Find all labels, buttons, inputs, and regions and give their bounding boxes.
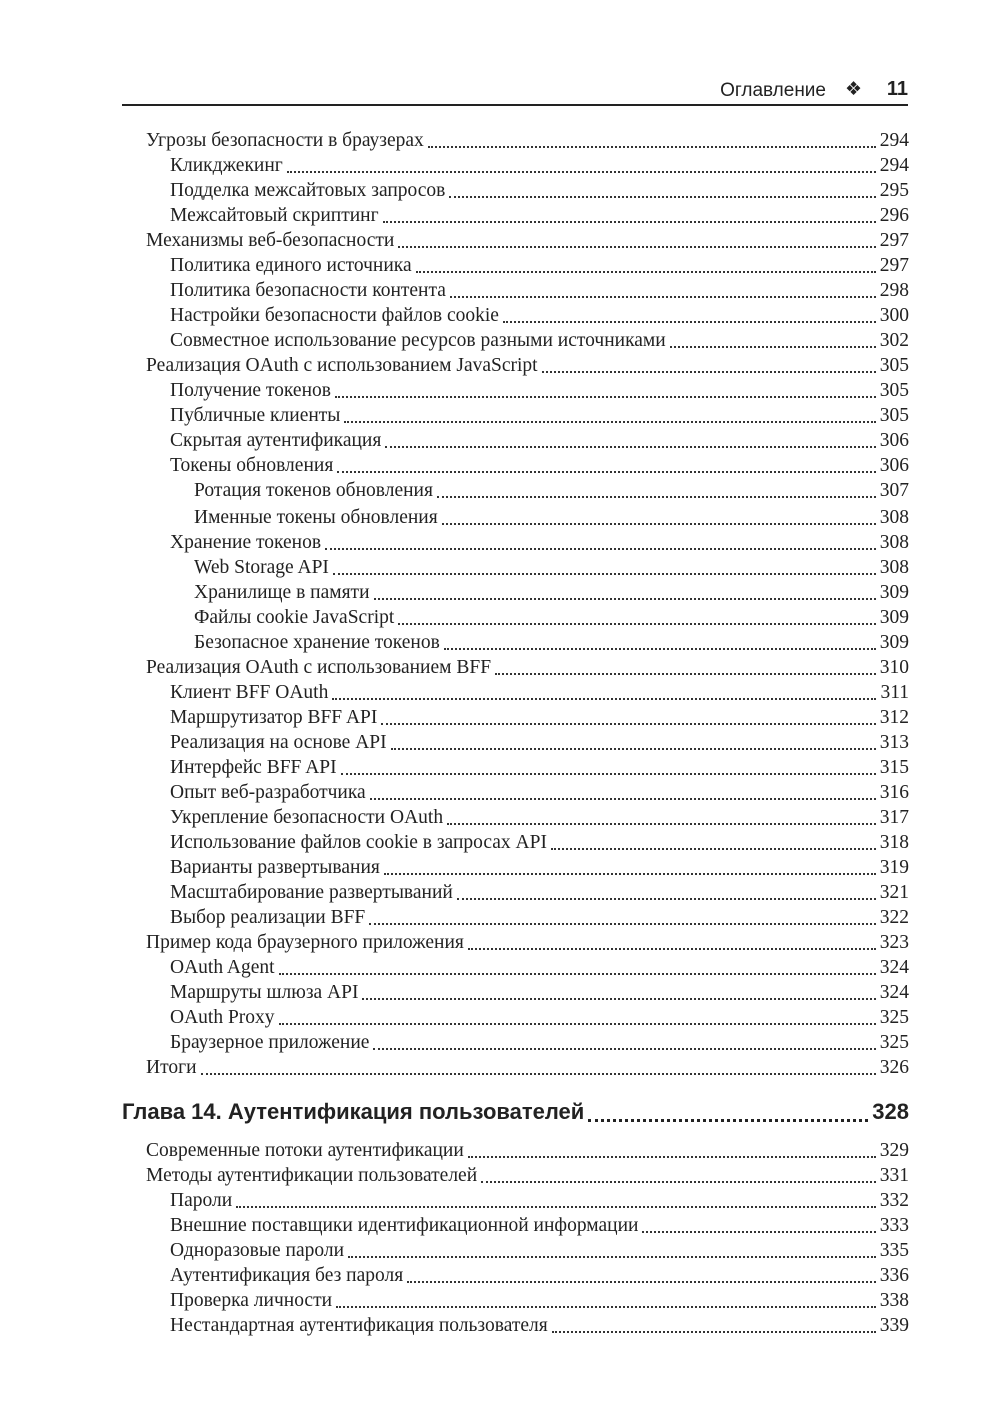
toc-entry-page: 312 bbox=[879, 707, 909, 728]
toc-entry bbox=[170, 428, 909, 453]
dot-leader bbox=[444, 648, 876, 650]
toc-entry bbox=[170, 1005, 909, 1030]
dot-leader bbox=[384, 873, 876, 875]
toc-entry-page: 311 bbox=[880, 682, 909, 703]
dot-leader bbox=[369, 923, 875, 925]
toc-entry bbox=[170, 905, 909, 930]
toc-entry bbox=[146, 128, 909, 153]
toc-entry bbox=[146, 1163, 909, 1188]
dot-leader bbox=[428, 146, 876, 148]
toc-entry bbox=[146, 930, 909, 955]
toc-entry bbox=[194, 555, 909, 580]
dot-leader bbox=[449, 196, 875, 198]
header-rule bbox=[122, 104, 908, 106]
toc-entry bbox=[194, 630, 909, 655]
toc-entry-page: 294 bbox=[879, 155, 909, 176]
toc-entry-page: 295 bbox=[879, 180, 909, 201]
toc-entry bbox=[194, 505, 909, 530]
toc-entry-title: Скрытая аутентификация bbox=[170, 430, 382, 451]
toc-entry-page: 307 bbox=[879, 480, 909, 501]
toc-entry-page: 339 bbox=[879, 1315, 909, 1336]
dot-leader bbox=[344, 421, 875, 423]
toc-entry-page: 325 bbox=[879, 1032, 909, 1053]
toc-entry-page: 300 bbox=[879, 305, 909, 326]
toc-entry-title: Подделка межсайтовых запросов bbox=[170, 180, 446, 201]
toc-entry bbox=[194, 605, 909, 630]
toc-entry-title: Глава 14. Аутентификация пользователей bbox=[122, 1097, 586, 1127]
toc-entry-page: 308 bbox=[879, 507, 909, 528]
toc-entry-title: Внешние поставщики идентификационной информации bbox=[170, 1215, 639, 1236]
toc-entry-title: Масштабирование развертываний bbox=[170, 882, 453, 903]
toc-entry-page: 324 bbox=[879, 982, 909, 1003]
toc-entry-title: Маршрутизатор BFF API bbox=[170, 707, 378, 728]
dot-leader bbox=[437, 496, 876, 498]
dot-leader bbox=[279, 973, 876, 975]
toc-entry bbox=[170, 378, 909, 403]
dot-leader bbox=[333, 573, 876, 575]
toc-entry-page: 294 bbox=[879, 130, 909, 151]
toc-entry-title: Нестандартная аутентификация пользователя bbox=[170, 1315, 548, 1336]
toc-entry-title: Укрепление безопасности OAuth bbox=[170, 807, 444, 828]
dot-leader bbox=[447, 823, 876, 825]
dot-leader bbox=[450, 296, 876, 298]
toc-entry-page: 319 bbox=[879, 857, 909, 878]
toc-entry-page: 296 bbox=[879, 205, 909, 226]
toc-entry-title: Опыт веб-разработчика bbox=[170, 782, 366, 803]
toc-entry-title: Клиент BFF OAuth bbox=[170, 682, 329, 703]
toc-entry-page: 336 bbox=[879, 1265, 909, 1286]
dot-leader bbox=[236, 1206, 876, 1208]
toc-entry bbox=[170, 830, 909, 855]
toc-entry-page: 338 bbox=[879, 1290, 909, 1311]
toc-entry-page: 297 bbox=[879, 255, 909, 276]
toc-entry-title: Настройки безопасности файлов cookie bbox=[170, 305, 499, 326]
toc-entry-title: Получение токенов bbox=[170, 380, 331, 401]
dot-leader bbox=[341, 773, 876, 775]
toc-entry-title: Именные токены обновления bbox=[194, 507, 438, 528]
dot-leader bbox=[398, 246, 875, 248]
toc-entry-title: Политика единого источника bbox=[170, 255, 412, 276]
toc-entry-title: Варианты развертывания bbox=[170, 857, 380, 878]
toc-entry bbox=[170, 303, 909, 328]
dot-leader bbox=[337, 471, 875, 473]
toc-entry-title: Хранилище в памяти bbox=[194, 582, 370, 603]
dot-leader bbox=[503, 321, 876, 323]
dot-leader bbox=[468, 1156, 876, 1158]
toc-entry-page: 305 bbox=[879, 380, 909, 401]
toc-entry-title: Выбор реализации BFF bbox=[170, 907, 366, 928]
toc-entry-page: 306 bbox=[879, 430, 909, 451]
toc-entry bbox=[170, 253, 909, 278]
toc-entry-page: 324 bbox=[879, 957, 909, 978]
toc-entry-page: 302 bbox=[879, 330, 909, 351]
toc-entry bbox=[170, 780, 909, 805]
dot-leader bbox=[279, 1023, 876, 1025]
toc-entry-page: 309 bbox=[879, 582, 909, 603]
dot-leader bbox=[325, 548, 876, 550]
dot-leader bbox=[287, 171, 876, 173]
dot-leader bbox=[407, 1281, 876, 1283]
dot-leader bbox=[201, 1073, 876, 1075]
dot-leader bbox=[381, 723, 875, 725]
toc-entry-title: Современные потоки аутентификации bbox=[146, 1140, 464, 1161]
dot-leader bbox=[457, 898, 876, 900]
toc-entry-title: OAuth Agent bbox=[170, 957, 275, 978]
toc-entry-page: 305 bbox=[879, 405, 909, 426]
toc-chapter-entry bbox=[122, 1097, 909, 1127]
toc-entry bbox=[146, 353, 909, 378]
toc-entry bbox=[170, 203, 909, 228]
toc-entry-title: Web Storage API bbox=[194, 557, 329, 578]
toc-entry bbox=[146, 655, 909, 680]
toc-entry-title: Маршруты шлюза API bbox=[170, 982, 359, 1003]
toc-entry-title: Проверка личности bbox=[170, 1290, 333, 1311]
dot-leader bbox=[442, 523, 876, 525]
toc-entry-title: Итоги bbox=[146, 1057, 197, 1078]
toc-entry-title: Ротация токенов обновления bbox=[194, 480, 433, 501]
toc-entry-page: 308 bbox=[879, 532, 909, 553]
running-title: Оглавление bbox=[720, 80, 826, 101]
toc-entry bbox=[170, 1238, 909, 1263]
toc-entry bbox=[170, 805, 909, 830]
toc-entry bbox=[146, 228, 909, 253]
toc-entry-page: 305 bbox=[879, 355, 909, 376]
toc-entry-title: Интерфейс BFF API bbox=[170, 757, 337, 778]
toc-entry-page: 308 bbox=[879, 557, 909, 578]
dot-leader bbox=[385, 446, 875, 448]
toc-entry-title: Реализация на основе API bbox=[170, 732, 387, 753]
dot-leader bbox=[642, 1231, 875, 1233]
toc-entry bbox=[170, 403, 909, 428]
toc-entry bbox=[170, 328, 909, 353]
toc-entry-page: 310 bbox=[879, 657, 909, 678]
toc-entry bbox=[170, 278, 909, 303]
toc-entry-title: Браузерное приложение bbox=[170, 1032, 370, 1053]
toc-entry-title: Использование файлов cookie в запросах API bbox=[170, 832, 547, 853]
dot-leader bbox=[362, 998, 875, 1000]
dot-leader bbox=[335, 396, 876, 398]
dot-leader bbox=[670, 346, 876, 348]
toc-entry bbox=[170, 153, 909, 178]
toc-entry-title: Угрозы безопасности в браузерах bbox=[146, 130, 424, 151]
toc-entry-title: Пароли bbox=[170, 1190, 233, 1211]
toc-entry-title: Токены обновления bbox=[170, 455, 334, 476]
toc-entry bbox=[170, 1263, 909, 1288]
toc-entry bbox=[194, 580, 909, 605]
dot-leader bbox=[370, 798, 876, 800]
toc-entry bbox=[170, 980, 909, 1005]
toc-entry bbox=[170, 855, 909, 880]
toc-entry-title: Кликджекинг bbox=[170, 155, 283, 176]
toc-entry bbox=[170, 453, 909, 478]
toc-entry-page: 298 bbox=[879, 280, 909, 301]
dot-leader bbox=[416, 271, 876, 273]
dot-leader bbox=[374, 598, 876, 600]
toc-entry-page: 323 bbox=[879, 932, 909, 953]
toc-entry-title: Пример кода браузерного приложения bbox=[146, 932, 464, 953]
toc-entry bbox=[170, 955, 909, 980]
toc-entry-title: Аутентификация без пароля bbox=[170, 1265, 404, 1286]
dot-leader bbox=[336, 1306, 876, 1308]
toc-entry-page: 325 bbox=[879, 1007, 909, 1028]
toc-entry bbox=[170, 1313, 909, 1338]
dot-leader bbox=[468, 948, 876, 950]
dot-leader bbox=[552, 1331, 876, 1333]
toc-entry-page: 335 bbox=[879, 1240, 909, 1261]
toc-entry-page: 326 bbox=[879, 1057, 909, 1078]
toc-entry bbox=[170, 1030, 909, 1055]
toc-entry-title: OAuth Proxy bbox=[170, 1007, 275, 1028]
toc-entry bbox=[170, 1188, 909, 1213]
toc-entry-title: Совместное использование ресурсов разными источниками bbox=[170, 330, 666, 351]
toc-entry-page: 316 bbox=[879, 782, 909, 803]
toc-entry bbox=[194, 478, 909, 503]
dot-leader bbox=[588, 1119, 868, 1122]
dot-leader bbox=[542, 371, 876, 373]
dot-leader bbox=[332, 698, 876, 700]
toc-entry bbox=[170, 1288, 909, 1313]
dot-leader bbox=[398, 623, 875, 625]
toc-entry-title: Межсайтовый скриптинг bbox=[170, 205, 379, 226]
dot-leader bbox=[348, 1256, 876, 1258]
toc-entry-page: 329 bbox=[879, 1140, 909, 1161]
toc-entry-page: 328 bbox=[872, 1099, 909, 1124]
toc-entry-page: 306 bbox=[879, 455, 909, 476]
toc-entry bbox=[170, 730, 909, 755]
toc-entry bbox=[170, 705, 909, 730]
toc-entry-page: 309 bbox=[879, 607, 909, 628]
toc-entry-page: 297 bbox=[879, 230, 909, 251]
toc-entry-title: Хранение токенов bbox=[170, 532, 322, 553]
toc-entry-page: 333 bbox=[879, 1215, 909, 1236]
toc-entry bbox=[146, 1138, 909, 1163]
toc-entry-title: Реализация OAuth с использованием JavaScript bbox=[146, 355, 538, 376]
toc-entry-title: Безопасное хранение токенов bbox=[194, 632, 440, 653]
toc-entry bbox=[170, 880, 909, 905]
toc-entry bbox=[170, 530, 909, 555]
toc-entry-title: Файлы cookie JavaScript bbox=[194, 607, 395, 628]
dot-leader bbox=[391, 748, 876, 750]
toc-entry bbox=[170, 680, 909, 705]
dot-leader bbox=[551, 848, 876, 850]
toc-entry-page: 317 bbox=[879, 807, 909, 828]
page-number: 11 bbox=[886, 78, 908, 100]
dot-leader bbox=[383, 221, 876, 223]
toc-entry-page: 332 bbox=[879, 1190, 909, 1211]
toc-entry-page: 318 bbox=[879, 832, 909, 853]
toc-entry-title: Реализация OAuth с использованием BFF bbox=[146, 657, 492, 678]
toc-entry bbox=[170, 755, 909, 780]
toc-entry-page: 322 bbox=[879, 907, 909, 928]
toc-entry bbox=[170, 1213, 909, 1238]
toc-entry-page: 309 bbox=[879, 632, 909, 653]
toc-entry-page: 313 bbox=[879, 732, 909, 753]
toc-entry-page: 331 bbox=[879, 1165, 909, 1186]
diamond-ornament-icon: ❖ bbox=[844, 79, 862, 100]
toc-entry bbox=[146, 1055, 909, 1080]
toc-entry-title: Механизмы веб-безопасности bbox=[146, 230, 395, 251]
toc-entry bbox=[170, 178, 909, 203]
dot-leader bbox=[373, 1048, 875, 1050]
toc-entry-title: Политика безопасности контента bbox=[170, 280, 446, 301]
toc-entry-page: 315 bbox=[879, 757, 909, 778]
toc-entry-title: Методы аутентификации пользователей bbox=[146, 1165, 478, 1186]
dot-leader bbox=[481, 1181, 876, 1183]
running-header bbox=[122, 76, 908, 106]
toc-entry-title: Одноразовые пароли bbox=[170, 1240, 345, 1261]
toc-entry-page: 321 bbox=[879, 882, 909, 903]
toc-entry-title: Публичные клиенты bbox=[170, 405, 341, 426]
dot-leader bbox=[495, 673, 876, 675]
